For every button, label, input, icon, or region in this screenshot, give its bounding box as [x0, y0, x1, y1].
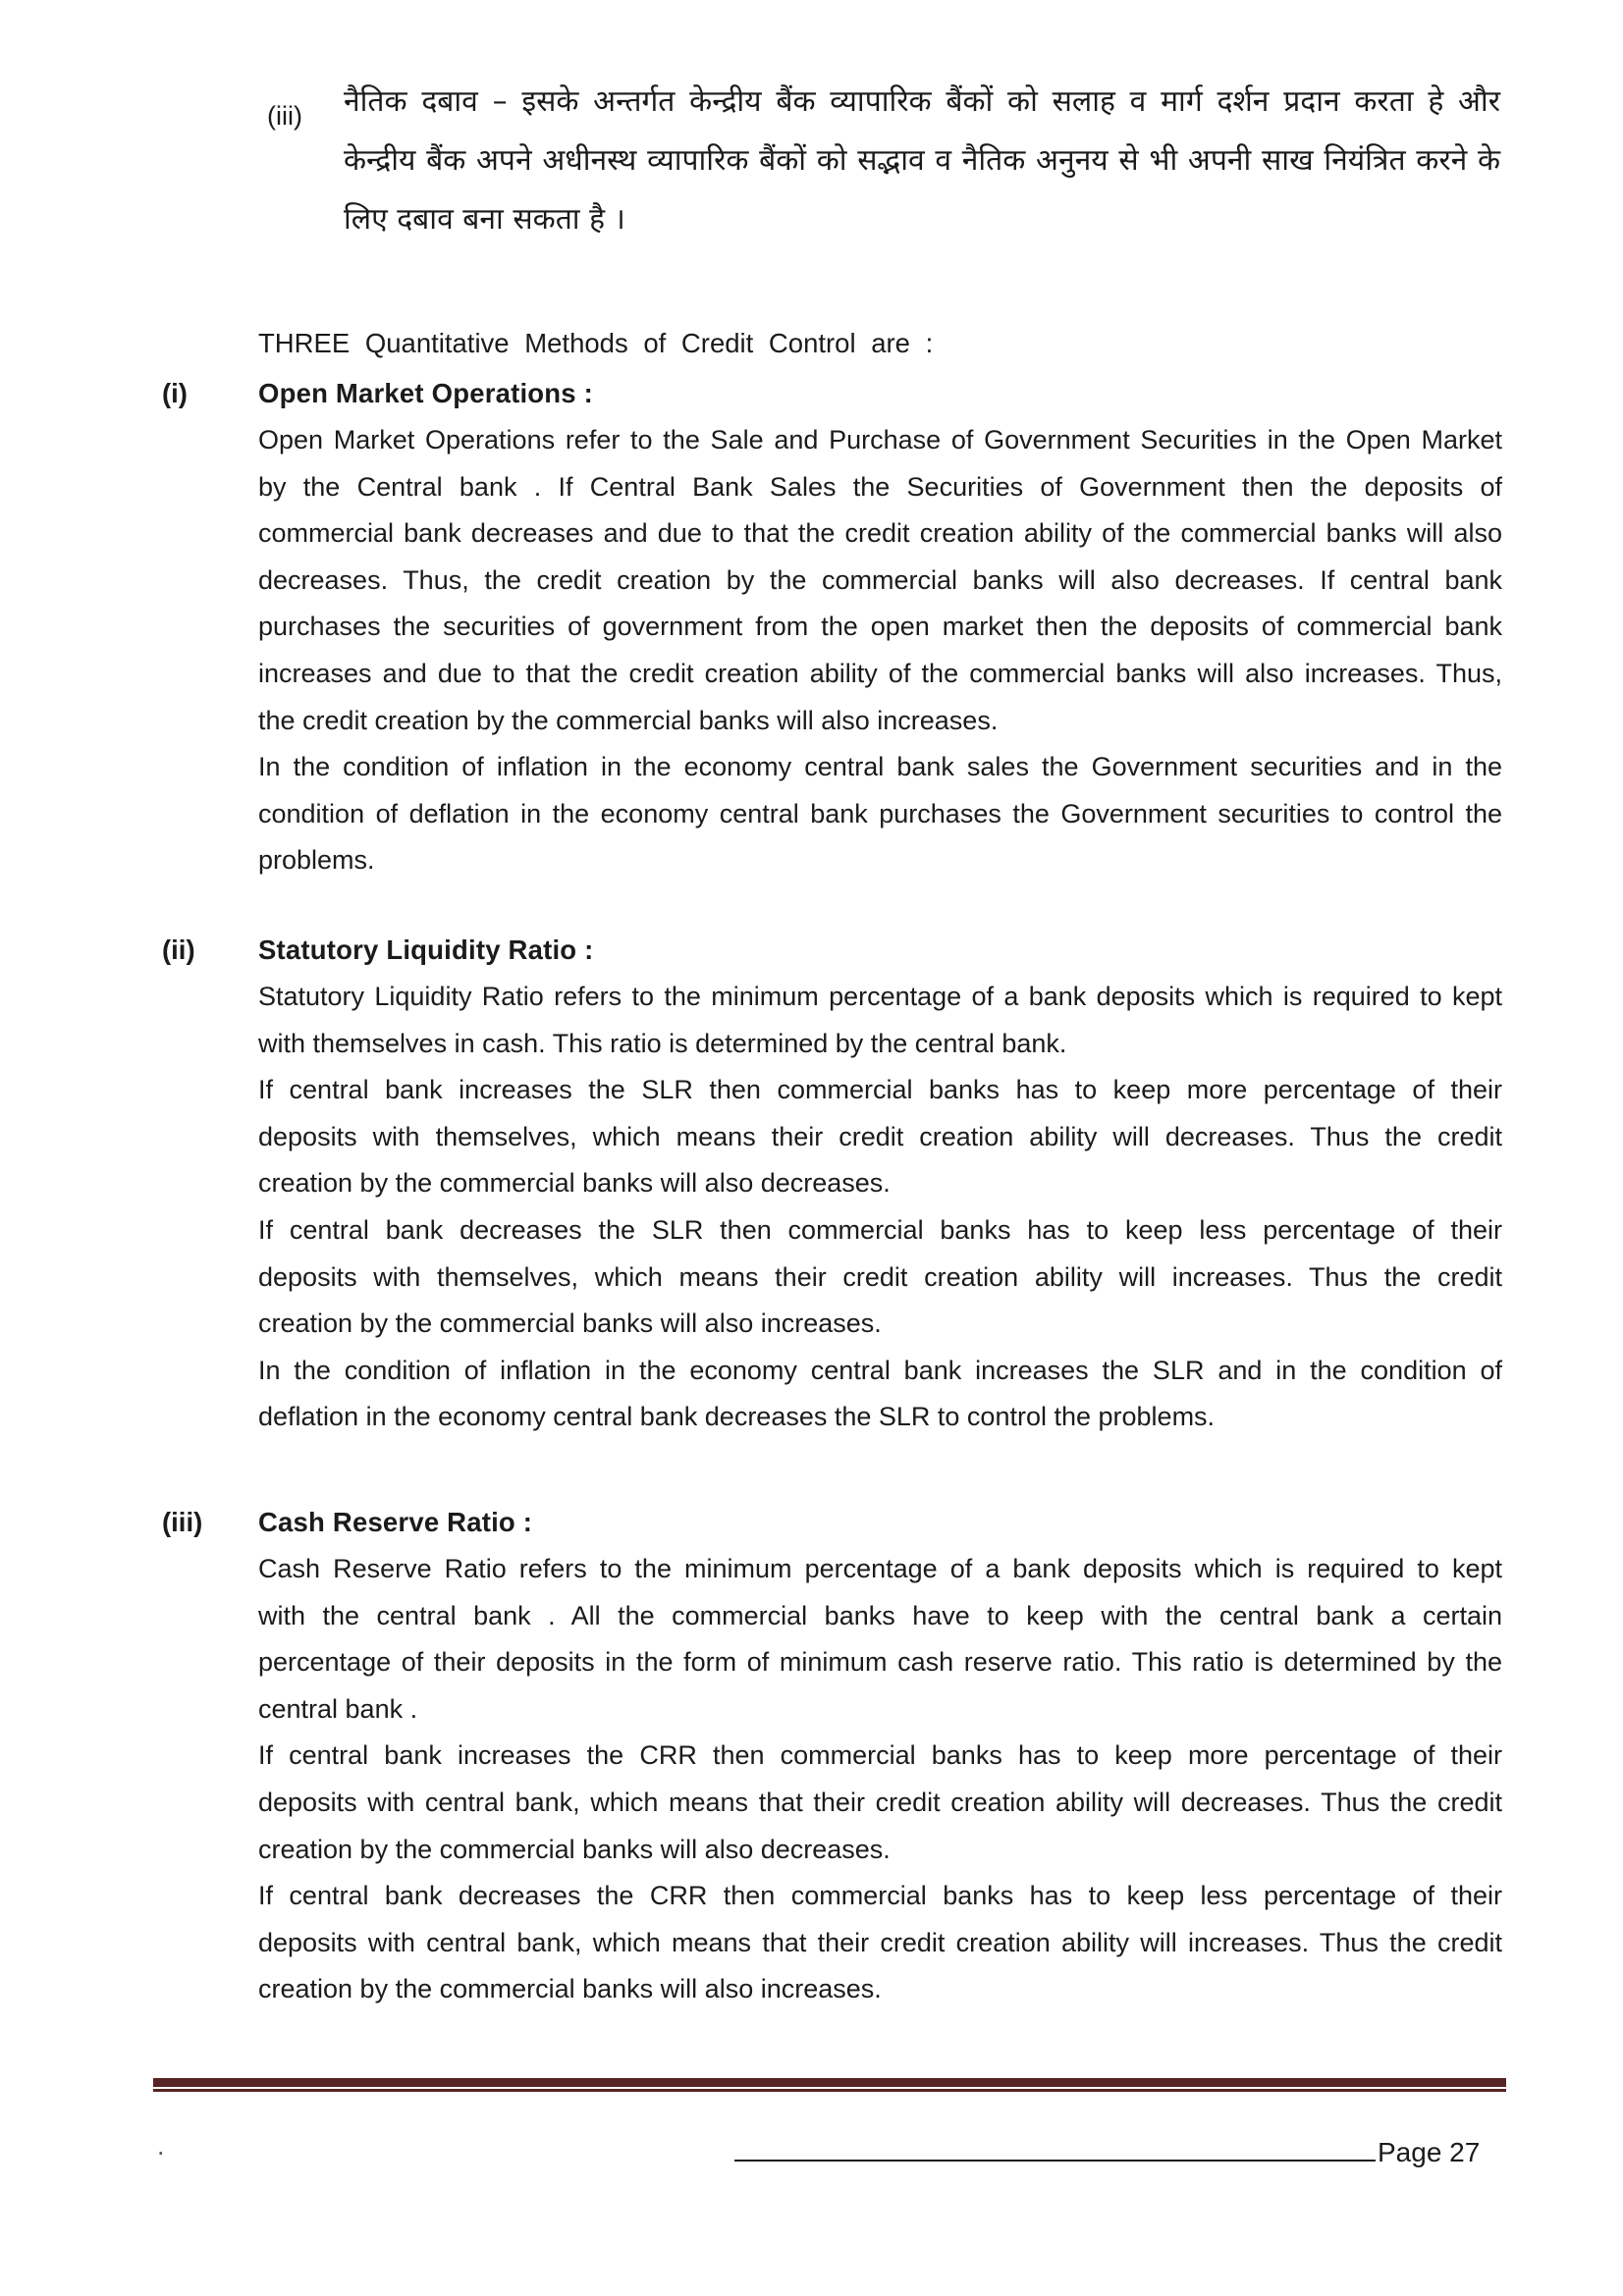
text-line: Statutory Liquidity Ratio refers to the minimum percentage of a bank deposits which is required to kept: [258, 982, 1502, 1011]
section-2-body: [258, 974, 1502, 1441]
text-line: If central bank increases the SLR then commercial banks has to keep more percentage of their: [258, 1075, 1502, 1105]
text-line: creation by the commercial banks will also increases.: [258, 1974, 882, 2004]
text-line: deposits with themselves, which means their credit creation ability will increases. Thus the credit: [258, 1261, 1502, 1292]
section-1-body: [258, 417, 1502, 884]
text-line: In the condition of inflation in the economy central bank sales the Government securities and in the: [258, 752, 1502, 782]
page-number-underline: [734, 2160, 1376, 2162]
section-1-heading: Open Market Operations :: [258, 378, 593, 408]
text-line: In the condition of inflation in the economy central bank increases the SLR and in the condition of: [258, 1355, 1502, 1385]
hindi-list-marker: (iii): [267, 101, 302, 131]
section-2-marker: (ii): [162, 934, 195, 965]
text-line: deposits with themselves, which means their credit creation ability will decreases. Thus the credit: [258, 1121, 1502, 1151]
text-line: If central bank decreases the SLR then commercial banks has to keep less percentage of their: [258, 1214, 1502, 1245]
text-line: creation by the commercial banks will also increases.: [258, 1308, 882, 1339]
text-line: by the Central bank . If Central Bank Sales the Securities of Government then the deposits of: [258, 471, 1502, 502]
hindi-text-line: नैतिक दबाव – इसके अन्तर्गत केन्द्रीय बैंक व्यापारिक बैंकों को सलाह व मार्ग दर्शन प्रदान करता हे और: [344, 84, 1500, 119]
page-number-line: [734, 2136, 1480, 2168]
text-line: central bank .: [258, 1693, 418, 1724]
intro-line: THREE Quantitative Methods of Credit Control are :: [258, 328, 934, 358]
section-3-body: [258, 1546, 1502, 2013]
text-line: Open Market Operations refer to the Sale and Purchase of Government Securities in the Open Market: [258, 425, 1502, 454]
hindi-paragraph: [344, 73, 1500, 249]
text-line: deposits with central bank, which means that their credit creation ability will decreases. Thus the credit: [258, 1787, 1502, 1817]
hindi-text-line: केन्द्रीय बैंक अपने अधीनस्थ व्यापारिक बैंकों को सद्भाव व नैतिक अनुनय से भी अपनी साख नियंत्रित करने के: [344, 143, 1500, 178]
section-2-heading: Statutory Liquidity Ratio :: [258, 934, 594, 965]
text-line: If central bank increases the CRR then commercial banks has to keep more percentage of their: [258, 1740, 1502, 1771]
footer-rule: [153, 2078, 1506, 2092]
text-line: with the central bank . All the commercial banks have to keep with the central bank a certain: [258, 1600, 1502, 1630]
text-line: purchases the securities of government from the open market then the deposits of commercial bank: [258, 612, 1502, 642]
section-1-marker: (i): [162, 378, 188, 408]
text-line: commercial bank decreases and due to that the credit creation ability of the commercial banks will also: [258, 518, 1502, 549]
text-line: decreases. Thus, the credit creation by the commercial banks will also decreases. If central bank: [258, 564, 1502, 595]
text-line: If central bank decreases the CRR then commercial banks has to keep less percentage of their: [258, 1881, 1502, 1911]
text-line: deflation in the economy central bank decreases the SLR to control the problems.: [258, 1402, 1216, 1432]
text-line: deposits with central bank, which means that their credit creation ability will increases. Thus the credit: [258, 1927, 1502, 1957]
text-line: the credit creation by the commercial banks will also increases.: [258, 705, 999, 735]
text-line: percentage of their deposits in the form of minimum cash reserve ratio. This ratio is determined by the: [258, 1647, 1502, 1678]
text-line: creation by the commercial banks will also decreases.: [258, 1834, 891, 1864]
text-line: Cash Reserve Ratio refers to the minimum percentage of a bank deposits which is required to kept: [258, 1554, 1502, 1583]
text-line: problems.: [258, 845, 375, 876]
page-number-label: Page 27: [1378, 2137, 1481, 2167]
text-line: with themselves in cash. This ratio is determined by the central bank.: [258, 1028, 1067, 1058]
stray-mark: .: [157, 2131, 165, 2161]
text-line: condition of deflation in the economy central bank purchases the Government securities to control the: [258, 798, 1502, 828]
section-3-heading: Cash Reserve Ratio :: [258, 1507, 533, 1537]
section-3-marker: (iii): [162, 1507, 203, 1537]
hindi-text-line: लिए दबाव बना सकता है ।: [344, 202, 625, 237]
text-line: increases and due to that the credit creation ability of the commercial banks will also increases. Thus,: [258, 658, 1502, 688]
text-line: creation by the commercial banks will also decreases.: [258, 1168, 891, 1199]
